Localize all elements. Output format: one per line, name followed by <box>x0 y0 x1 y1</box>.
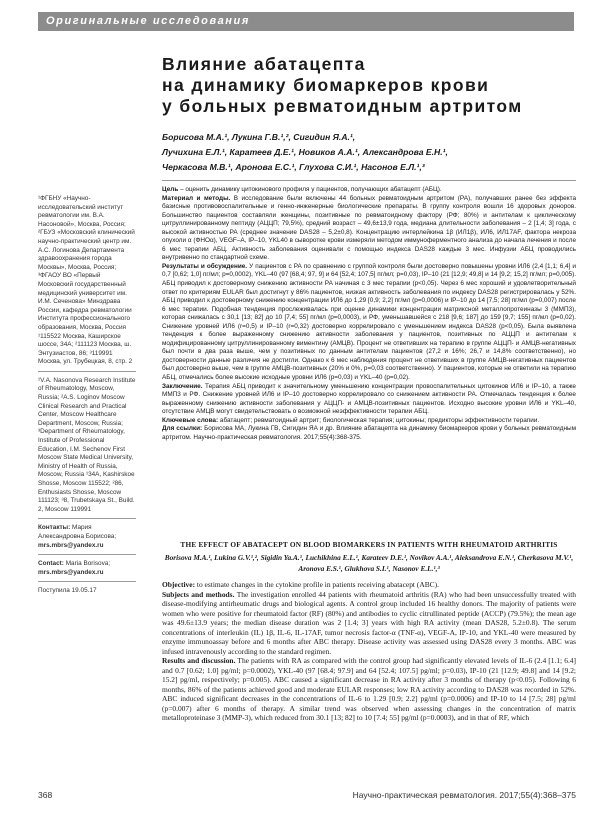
authors-line: Борисова М.А.¹, Лукина Г.В.¹,², Сигидин Я.А.¹, <box>162 132 356 142</box>
contact-ru-email[interactable]: mrs.mbrs@yandex.ru <box>38 541 104 549</box>
sidebar-divider <box>38 554 136 555</box>
conclusion-text: Терапия АБЦ приводит к значительному уменьшению концентрации провоспалительных цитокинов ИЛ6 и IP–10, а также ММП3 и РФ. Снижение уровней ИЛ6 и IP–10 достоверно коррелировало со снижением активности РА. Отмечалась тенденция к более выраженному снижению активности заболевания у АЦЦП- и АМЦВ-позитивных пациентов. Исходно высокие уровни ИЛ6 и YKL–40, отсутствие АМЦВ могут свидетельствовать о возможной неэффективности терапии АБЦ. <box>162 382 576 416</box>
affiliations-ru: ¹ФГБНУ «Научно-исследовательский институт ревматологии им. В.А. Насоновой», Москва, Россия; ²ГБУЗ «Московский клинический научно-практический центр им. А.С. Логинова Департамента здравоохранения города Москвы», Москва, Россия; ³ФГАОУ ВО «Первый Московский государственный медицинский университет им. И.М. Сеченова» Минздрава России, кафедра ревматологии Института профессионального образования, Москва, Россия ¹115522 Москва, Каширское шоссе, 34А; ²111123 Москва, ш. Энтузиастов, 86; ³119991 Москва, ул. Трубецкая, 8, стр. 2 <box>38 195 135 366</box>
abstract-objective <box>162 580 576 590</box>
en-results-label: Results and discussion. <box>162 656 236 665</box>
contact-ru <box>38 524 136 550</box>
page-footer <box>38 790 576 804</box>
keywords-text: абатацепт; ревматоидный артрит; биологическая терапия; цитокины; предикторы эффективности терапии. <box>218 416 540 424</box>
abstract-results <box>162 263 576 383</box>
results-label: Результаты и обсуждение. <box>162 262 248 270</box>
authors-line: Лучихина Е.Л.¹, Каратеев Д.Е.¹, Новиков А.А.¹, Александрова Е.Н.¹, <box>162 147 448 157</box>
goal-text: – оценить динамику цитокинового профиля у пациентов, получающих абатацепт (АБЦ). <box>178 186 442 193</box>
results-text: У пациентов с РА по сравнению с группой контроля были достоверно повышены уровни ИЛ6 (2,4 [1,1; 6,4] и 0,7 [0,62; 1,0] пг/мл; p=0,0002), YKL–40 (97 [68,4; 97, 9] и 64 [52,4; 107,5] пг/мл; p=0,03), IP–10 (21 [12,9; 49,8] и 14 [9,2; 15,2] пг/мл; p=0,005). АБЦ приводил к достоверному снижению активности РА начиная с 3 мес терапии (p<0,05). Через 6 мес хороший и удовлетворительный ответ по критериям EULAR был достигнут у 86% пациентов, низкая активность заболевания по индексу DAS28 регистрировалась у 52%. АБЦ приводил к достоверному снижению концентрации ИЛ6 до 1,29 [0,9; 2,2] пг/мл (p=0,0006) и IP–10 до 14 [7,5; 28] пг/мл (p=0,007) после 6 мес терапии. Подобная тенденция прослеживалась при оценке динамики концентрации матриксной металлопротеиназы 3 (ММП3), которая снижалась с 30,1 [13; 82] до 10 [7,4; 55] пг/мл (p=0,0003), и РФ, уменьшавшейся с 218 [9,6; 187] до 159 [9,7; 155] пг/мл (p=0,02). Снижение уровней ИЛ6 (r=0,5) и IP–10 (r=0,32) достоверно коррелировало с уменьшением индекса DAS28 (p<0,05). Была выявлена тенденция к более выраженному снижению активности заболевания у пациентов, позитивных по АЦЦП и антителам к модифицированному цитруллинированному виментину (АМЦВ). Процент не ответивших на терапию в группе АЦЦП- и АМЦВ-негативных был почти в два раза выше, чем у позитивных по данным антителам пациентов (27,2 и 16%; 26,7 и 14,8% соответственно), но достоверности данные различия не достигли. Однако к 6 мес наблюдения процент не ответивших в группе АМЦВ-негативных пациентов был достоверно выше, чем в группе АМЦВ-позитивных (20% и 0%, p=0,03 соответственно). У пациентов, которые не ответили на терапию АБЦ, отмечались более высокие исходные уровни ИЛ6 (p=0,03) и YKL–40 (p=0,02). <box>162 262 576 382</box>
contact-en-label: Contact: <box>38 560 64 568</box>
title-divider <box>162 180 576 181</box>
methods-text: В исследование были включены 44 больных ревматоидным артритом (РА), получавших ранее без эффекта базисные противовоспалительные и генно-инженерные биологические препараты. В группу контроля вошли 16 здоровых доноров. Большинство пациентов составляли женщины, позитивные по ревматоидному фактору (РФ; 80%) и антителам к циклическому цитруллинированному пептиду (АЦЦП; 79,5%), средний возраст – 49,6±13,9 года, медиана длительности заболевания – 2 [1,4; 3] года, с высокой активностью РА (среднее значение DAS28 – 5,2±0,8). Концентрацию интерлейкина 1β (ИЛ1β), ИЛ6, ИЛ17АF, фактора некроза опухоли α (ФНОα), VEGF–A, IP–10, YKL40 в сыворотке крови измеряли методом иммуноферментного анализа до начала лечения и после 6 мес терапии АБЦ. Активность заболевания оценивали с помощью индекса DAS28 каждые 3 мес. Инфузии АБЦ проводились внутривенно по стандартной схеме. <box>162 194 576 262</box>
authors-line: Черкасова М.В.¹, Аронова Е.С.¹, Глухова С.И.¹, Насонов Е.Л.¹,³ <box>162 162 425 172</box>
abstract-subjects <box>162 590 576 657</box>
subjects-label: Subjects and methods. <box>162 589 235 599</box>
goal-label: Цель <box>162 186 179 193</box>
citation-label: Для ссылки: <box>162 425 203 433</box>
sidebar-divider <box>38 518 136 519</box>
citation-text: Борисова МА, Лукина ГВ, Сигидин ЯА и др. Влияние абатацепта на динамику биомаркеров крови у больных ревматоидным артритом. Научно-практическая ревматология. 2017;55(4):368-375. <box>162 425 576 441</box>
section-label: Оригинальные исследования <box>46 15 250 27</box>
abstract-citation <box>162 425 576 442</box>
english-authors: Borisova M.A.¹, Lukina G.V.¹,², Sigidin Ya.A.¹, Luchikhina E.L.¹, Karateev D.E.¹, Novikov A.A.¹, Aleksandrova E.N.¹, Cherkasova M.V.¹, Aronova E.S.¹, Glukhova S.I.¹, Nasonov E.L.¹,³ <box>164 553 574 573</box>
affiliations-en: ¹V.A. Nasonova Research Institute of Rheumatology, Moscow, Russia; ²A.S. Loginov Moscow Clinical Research and Practical Center, Moscow Healthcare Department, Moscow, Russia; ³Department of Rheumatology, Institute of Professional Education, I.M. Sechenov First Moscow State Medical University, Ministry of Health of Russia, Moscow, Russia ¹34A, Kashirskoe Shosse, Moscow 115522; ²86, Enthusiasts Shosse, Moscow 111123; ³8, Trubetskaya St., Build. 2, Moscow 119991 <box>38 376 136 513</box>
title-line: на динамику биомаркеров крови <box>162 75 490 95</box>
contact-ru-label: Контакты: <box>38 524 71 532</box>
abstract-methods <box>162 195 576 263</box>
methods-label: Материал и методы. <box>162 194 231 202</box>
contact-en-email[interactable]: mrs.mbrs@yandex.ru <box>38 568 104 576</box>
en-results-text: The patients with RA as compared with the control group had significantly elevated levels of IL-6 (2.4 [1.1; 6.4] and 0.7 [0.62; 1.0] pg/ml; p=0.0002), YKL-40 (97 [68.4; 97.9] and 64 [52.4; 107.5] pg/ml; p=0.03), IP-10 (21 [12.9; 49.8] and 14 [9.2; 15.2] pg/ml, respectively; p=0.005). ABC caused a significant decrease in RA activity after 3 months of therapy (p<0.05). Following 6 months, 86% of the patients achieved good and moderate EULAR responses; low RA activity according to DAS28 was recorded in 52%. ABC induced significant decreases in the concentrations of IL-6 to 1.29 [0.9; 2.2] pg/ml (p=0.0006) and IP-10 to 14 [7.5; 28] pg/ml (p=0.007) after 6 months of therapy. A similar trend was observed when assessing changes in the concentration of matrix metalloproteinase 3 (MMP-3), which reduced from 30.1 [13; 82] to 10 [7.4; 55] pg/ml (p=0.0003), and in that of RF, which <box>162 656 576 722</box>
contact-en <box>38 560 136 577</box>
page-number: 368 <box>38 790 53 800</box>
conclusion-label: Заключение. <box>162 382 203 390</box>
title-line: Влияние абатацепта <box>162 54 366 74</box>
section-banner <box>38 12 574 31</box>
sidebar-divider <box>38 371 136 372</box>
affiliations-sidebar <box>38 195 136 596</box>
abstract-en <box>162 580 576 723</box>
contact-ru-name: Мария Александровна Борисова; <box>38 524 117 540</box>
subjects-text: The investigation enrolled 44 patients with rheumatoid arthritis (RA) who had been unsuccessfully treated with disease-modifying antirheumatic drugs and biological agents. A control group included 16 healthy donors. The majority of patients were women who were positive for rheumatoid factor (RF) (80%) and antibodies to cyclic citrullinated peptide (ACCP) (79.5%); the mean age was 49.6±13.9 years; the median disease duration was 2 [1.4; 3] years with high RA activity (mean DAS28, 5.2±0.8). The serum concentrations of interleukin (IL) 1β, IL-6, IL-17AF, tumor necrosis factor-α (TNF-α), VEGF-A, IP-10, and YKL-40 were measured by enzyme immunoassay before and 6 months after ABC therapy. Disease activity was assessed using DAS28 every 3 months. ABC was infused intravenously according to the standard regimen. <box>162 589 576 656</box>
received-date: Поступила 19.05.17 <box>38 587 97 595</box>
authors <box>162 130 582 175</box>
sidebar-divider <box>38 581 136 582</box>
objective-label: Objective: <box>162 580 196 589</box>
english-title: THE EFFECT OF ABATACEPT ON BLOOD BIOMARKERS IN PATIENTS WITH RHEUMATOID ARTHRITIS <box>180 540 558 549</box>
journal-citation: Научно-практическая ревматология. 2017;55(4):368–375 <box>352 790 576 800</box>
title-line: у больных ревматоидным артритом <box>162 96 523 116</box>
abstract-en-results <box>162 656 576 723</box>
article-title <box>162 54 582 117</box>
objective-text: to estimate changes in the cytokine profile in patients receiving abatacept (ABC). <box>195 580 439 589</box>
contact-en-name: Maria Borisova; <box>65 560 111 568</box>
abstract-ru <box>162 186 576 442</box>
abstract-conclusion <box>162 383 576 417</box>
keywords-label: Ключевые слова: <box>162 416 219 424</box>
abstract-goal <box>162 186 576 195</box>
